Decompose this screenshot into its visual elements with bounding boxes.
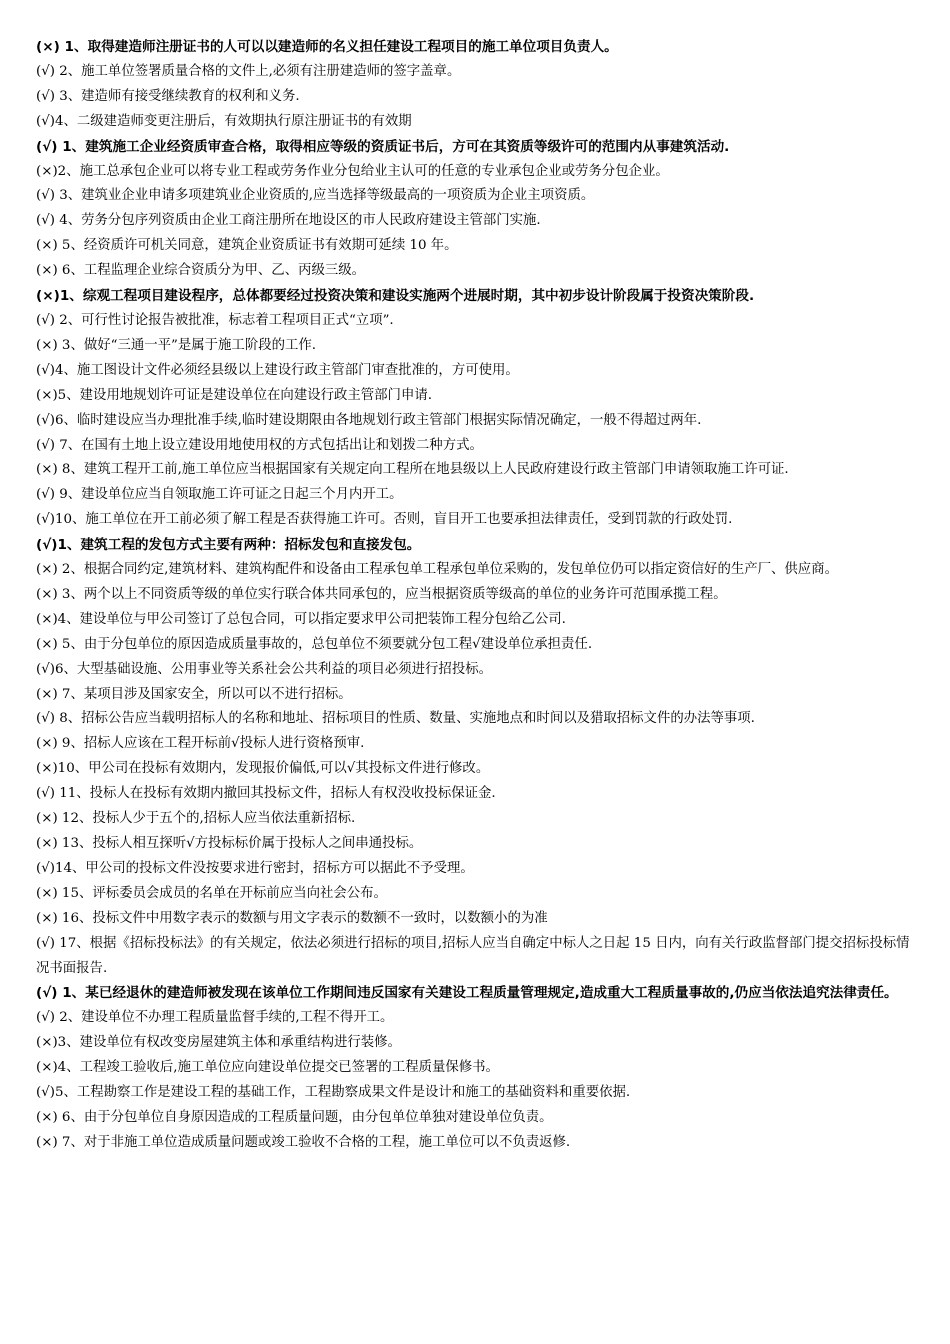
judgment-item: (√) 4、劳务分包序列资质由企业工商注册所在地设区的市人民政府建设主管部门实施. <box>36 213 541 229</box>
judgment-item: (×)3、建设单位有权改变房屋建筑主体和承重结构进行装修。 <box>36 1035 401 1051</box>
judgment-item: (√) 17、根据《招标投标法》的有关规定，依法必须进行招标的项目,招标人应当自确定中标人之日起 15 日内，向有关行政监督部门提交招标投标情况书面报告. <box>36 935 910 976</box>
section-heading-item: (×)1、综观工程项目建设程序，总体都要经过投资决策和建设实施两个进展时期，其中初步设计阶段属于投资决策阶段. <box>36 288 755 305</box>
judgment-item: (×)5、建设用地规划许可证是建设单位在向建设行政主管部门申请. <box>36 387 432 403</box>
section-heading-item: (×) 1、取得建造师注册证书的人可以以建造师的名义担任建设工程项目的施工单位项目负责人。 <box>36 39 618 55</box>
judgment-item: (√) 3、建筑业企业申请多项建筑业企业资质的,应当选择等级最高的一项资质为企业主项资质。 <box>36 188 595 204</box>
judgment-item: (√) 2、可行性讨论报告被批准，标志着工程项目正式“立项”. <box>36 312 394 328</box>
judgment-item: (×) 16、投标文件中用数字表示的数额与用文字表示的数额不一致时，以数额小的为准 <box>36 910 548 926</box>
judgment-item: (×) 15、评标委员会成员的名单在开标前应当向社会公布。 <box>36 885 387 901</box>
section-heading-item: (√) 1、某已经退休的建造师被发现在该单位工作期间违反国家有关建设工程质量管理规定,造成重大工程质量事故的,仍应当依法追究法律责任。 <box>36 985 898 1002</box>
judgment-item: (×) 7、对于非施工单位造成质量问题或竣工验收不合格的工程，施工单位可以不负责返修. <box>36 1134 571 1150</box>
judgment-item: (√)4、施工图设计文件必须经县级以上建设行政主管部门审查批准的，方可使用。 <box>36 362 519 378</box>
judgment-item: (√)4、二级建造师变更注册后，有效期执行原注册证书的有效期 <box>36 113 412 129</box>
judgment-item: (×) 6、由于分包单位自身原因造成的工程质量问题，由分包单位单独对建设单位负责。 <box>36 1109 553 1125</box>
section-heading-item: (√)1、建筑工程的发包方式主要有两种：招标发包和直接发包。 <box>36 537 421 554</box>
judgment-item: (√) 3、建造师有接受继续教育的权利和义务. <box>36 88 300 104</box>
judgment-item: (√) 9、建设单位应当自领取施工许可证之日起三个月内开工。 <box>36 487 403 503</box>
judgment-item: (×) 2、根据合同约定,建筑材料、建筑构配件和设备由工程承包单工程承包单位采购的，发包单位仍可以指定资信好的生产厂、供应商。 <box>36 562 838 578</box>
judgment-item: (×) 7、某项目涉及国家安全，所以可以不进行招标。 <box>36 686 352 702</box>
judgment-item: (√)14、甲公司的投标文件没按要求进行密封，招标方可以据此不予受理。 <box>36 860 474 876</box>
judgment-item: (√) 2、施工单位签署质量合格的文件上,必须有注册建造师的签字盖章。 <box>36 63 461 79</box>
judgment-item: (√)5、工程勘察工作是建设工程的基础工作，工程勘察成果文件是设计和施工的基础资料和重要依据. <box>36 1085 631 1101</box>
judgment-item: (×) 9、招标人应该在工程开标前√投标人进行资格预审. <box>36 736 365 752</box>
judgment-item: (×) 8、建筑工程开工前,施工单位应当根据国家有关规定向工程所在地县级以上人民政府建设行政主管部门申请领取施工许可证. <box>36 462 789 478</box>
judgment-item: (×) 6、工程监理企业综合资质分为甲、乙、丙级三级。 <box>36 263 366 279</box>
judgment-item: (√)6、大型基础设施、公用事业等关系社会公共利益的项目必须进行招投标。 <box>36 661 492 677</box>
section-heading-item: (√) 1、建筑施工企业经资质审查合格，取得相应等级的资质证书后，方可在其资质等级许可的范围内从事建筑活动. <box>36 138 730 155</box>
judgment-item: (×)4、工程竣工验收后,施工单位应向建设单位提交已签署的工程质量保修书。 <box>36 1060 499 1076</box>
judgment-item: (√) 11、投标人在投标有效期内撤回其投标文件，招标人有权没收投标保证金. <box>36 786 496 802</box>
judgment-item: (√)6、临时建设应当办理批准手续,临时建设期限由各地规划行政主管部门根据实际情况确定，一般不得超过两年. <box>36 412 702 428</box>
judgment-item: (×) 5、经资质许可机关同意，建筑企业资质证书有效期可延续 10 年。 <box>36 238 458 254</box>
judgment-item: (×) 5、由于分包单位的原因造成质量事故的，总包单位不须要就分包工程√建设单位承担责任. <box>36 636 593 652</box>
judgment-item: (×) 12、投标人少于五个的,招标人应当依法重新招标. <box>36 811 356 827</box>
judgment-item: (√) 2、建设单位不办理工程质量监督手续的,工程不得开工。 <box>36 1010 394 1026</box>
judgment-item: (√) 7、在国有土地上设立建设用地使用权的方式包括出让和划拨二种方式。 <box>36 437 483 453</box>
judgment-item: (×)2、施工总承包企业可以将专业工程或劳务作业分包给业主认可的任意的专业承包企业或劳务分包企业。 <box>36 163 669 179</box>
judgment-item: (×) 3、两个以上不同资质等级的单位实行联合体共同承包的，应当根据资质等级高的单位的业务许可范围承揽工程。 <box>36 586 727 602</box>
judgment-item: (×)10、甲公司在投标有效期内，发现报价偏低,可以√其投标文件进行修改。 <box>36 761 490 777</box>
judgment-item: (×) 13、投标人相互探听√方投标标价属于投标人之间串通投标。 <box>36 836 423 851</box>
judgment-item: (×) 3、做好“三通一平”是属于施工阶段的工作. <box>36 337 317 353</box>
judgment-item: (√) 8、招标公告应当载明招标人的名称和地址、招标项目的性质、数量、实施地点和时间以及猎取招标文件的办法等事项. <box>36 711 755 727</box>
judgment-item: (√)10、施工单位在开工前必须了解工程是否获得施工许可。否则，盲目开工也要承担法律责任，受到罚款的行政处罚. <box>36 512 733 528</box>
judgment-item: (×)4、建设单位与甲公司签订了总包合同，可以指定要求甲公司把装饰工程分包给乙公司. <box>36 611 566 627</box>
